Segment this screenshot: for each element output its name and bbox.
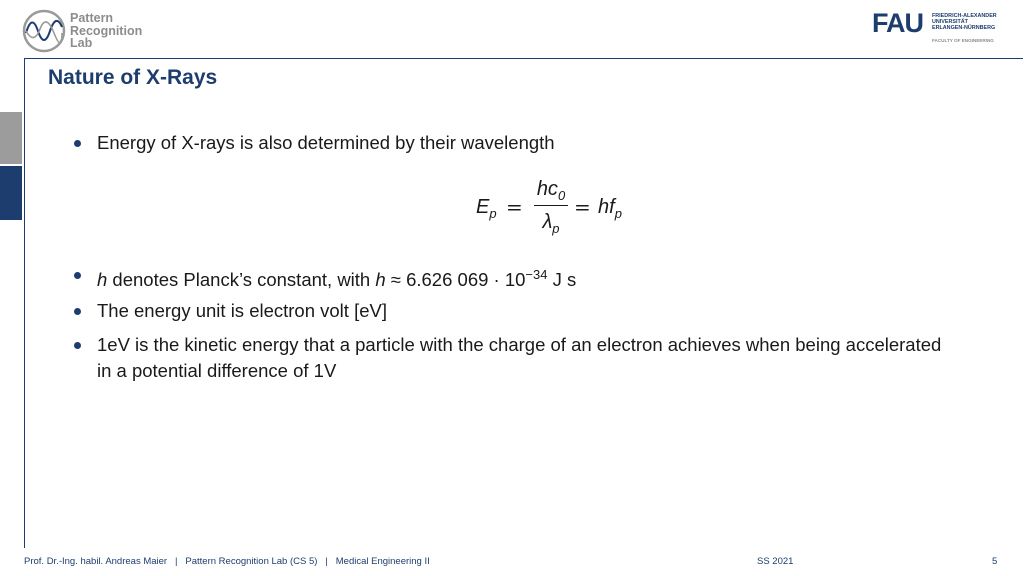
bullet-text: 1eV is the kinetic energy that a particle with the charge of an electron achieves when being accelerated in a potential difference of 1V	[97, 334, 942, 381]
wave-logo-icon	[22, 9, 66, 53]
side-marker-blue	[0, 166, 22, 220]
bullet-text: h denotes Planck’s constant, with h ≈ 6.626 $069 \cdot 10^{-34}$ J s	[97, 267, 577, 291]
fau-line2: UNIVERSITÄT	[932, 19, 968, 25]
bullet-dot-icon	[74, 308, 81, 315]
fau-abbr: FAU	[872, 8, 923, 38]
bullet-dot-icon	[74, 342, 81, 349]
fau-faculty: FACULTY OF ENGINEERING	[932, 38, 994, 43]
equation-equals: =	[574, 195, 591, 219]
energy-equation	[476, 176, 646, 246]
page-number: 5	[992, 556, 998, 567]
equation-fraction	[534, 176, 568, 235]
equation-rhs: $hf_p$	[598, 196, 622, 221]
equation-lhs: $E_p$	[476, 196, 497, 221]
slide-title: Nature of X-Rays	[48, 66, 218, 89]
footer-author: Prof. Dr.-Ing. habil. Andreas Maier	[24, 556, 168, 567]
lab-name-line1: Pattern	[70, 11, 114, 26]
footer-course: Medical Engineering II	[335, 556, 430, 567]
bullet-dot-icon	[74, 272, 81, 279]
fraction-numerator: $hc_0$	[536, 178, 566, 203]
side-marker-grey	[0, 112, 22, 164]
footer-lab: Pattern Recognition Lab (CS 5)	[185, 556, 318, 567]
footer-info	[24, 556, 430, 567]
lab-name-line3: Lab	[70, 36, 93, 51]
footer-semester: SS 2021	[757, 556, 794, 567]
fraction-bar	[534, 205, 568, 206]
equation-equals: =	[506, 195, 523, 219]
bullet-text: Energy of X-rays is also determined by their wavelength	[97, 132, 555, 153]
fau-logo	[872, 10, 998, 46]
lab-name-line2: Recognition	[70, 23, 143, 38]
footer-separator: |	[325, 556, 328, 567]
fau-line1: FRIEDRICH-ALEXANDER	[932, 13, 997, 19]
footer-separator: |	[175, 556, 178, 567]
bullet-dot-icon	[74, 140, 81, 147]
fraction-denominator: $\lambda_p$	[542, 211, 560, 236]
bullet-text: The energy unit is electron volt [eV]	[97, 300, 387, 321]
lab-name	[70, 12, 142, 50]
fau-university-name	[932, 13, 997, 31]
fau-line3: ERLANGEN-NÜRNBERG	[932, 25, 996, 31]
pattern-recognition-lab-logo	[22, 8, 152, 54]
